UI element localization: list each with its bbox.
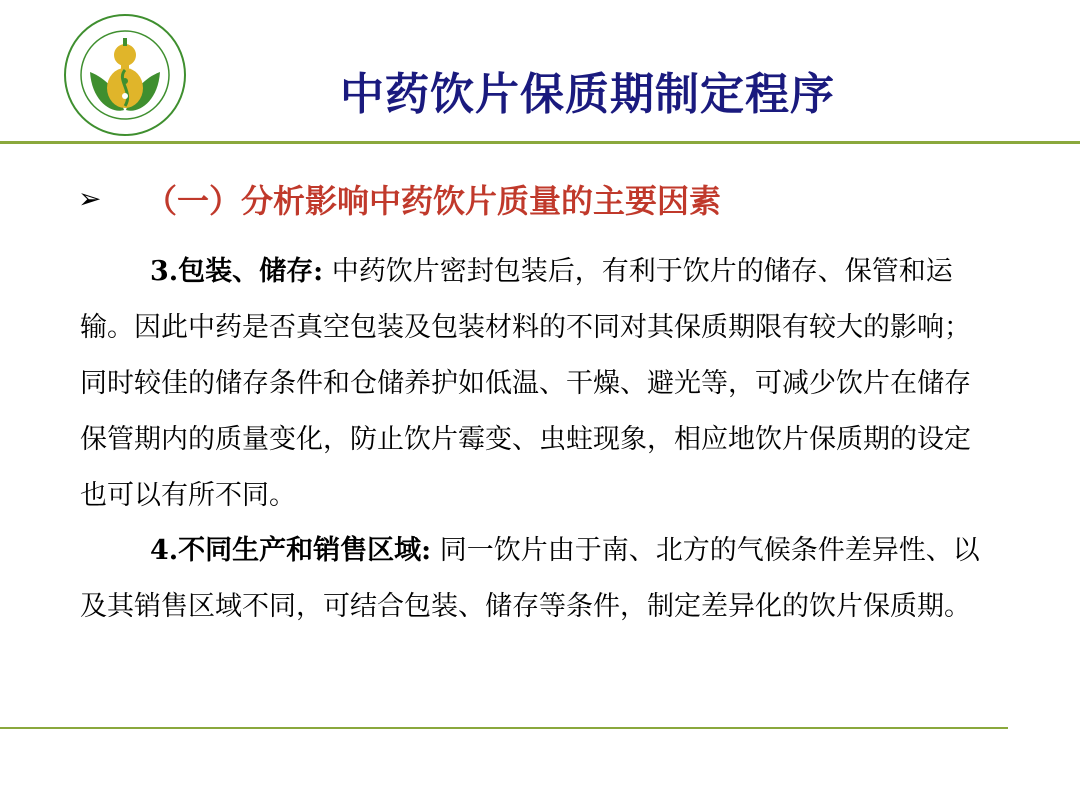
footer-divider [0,727,1008,729]
header-divider [0,141,1080,144]
bullet-arrow-icon: ➢ [78,182,102,215]
paragraph-lead: 4.不同生产和销售区域: [150,535,432,566]
paragraph-packaging-storage [80,244,990,524]
paragraph-body: 中药饮片密封包装后，有利于饮片的储存、保管和运输。因此中药是否真空包装及包装材料的不同对其保质期限有较大的影响；同时较佳的储存条件和仓储养护如低温、干燥、避光等，可减少饮片在储存保管期内的质量变化，防止饮片霉变、虫蛀现象，相应地饮片保质期的设定也可以有所不同。 [80,256,971,511]
page-title: 中药饮片保质期制定程序 [340,69,835,120]
paragraph-regions [80,523,990,635]
institute-logo-icon [60,10,190,140]
section-heading: （一）分析影响中药饮片质量的主要因素 [145,182,722,220]
paragraph-lead: 3.包装、储存: [150,256,324,287]
institute-logo [60,10,190,140]
paragraph-body: 同一饮片由于南、北方的气候条件差异性、以及其销售区域不同，可结合包装、储存等条件，制定差异化的饮片保质期。 [80,535,980,622]
